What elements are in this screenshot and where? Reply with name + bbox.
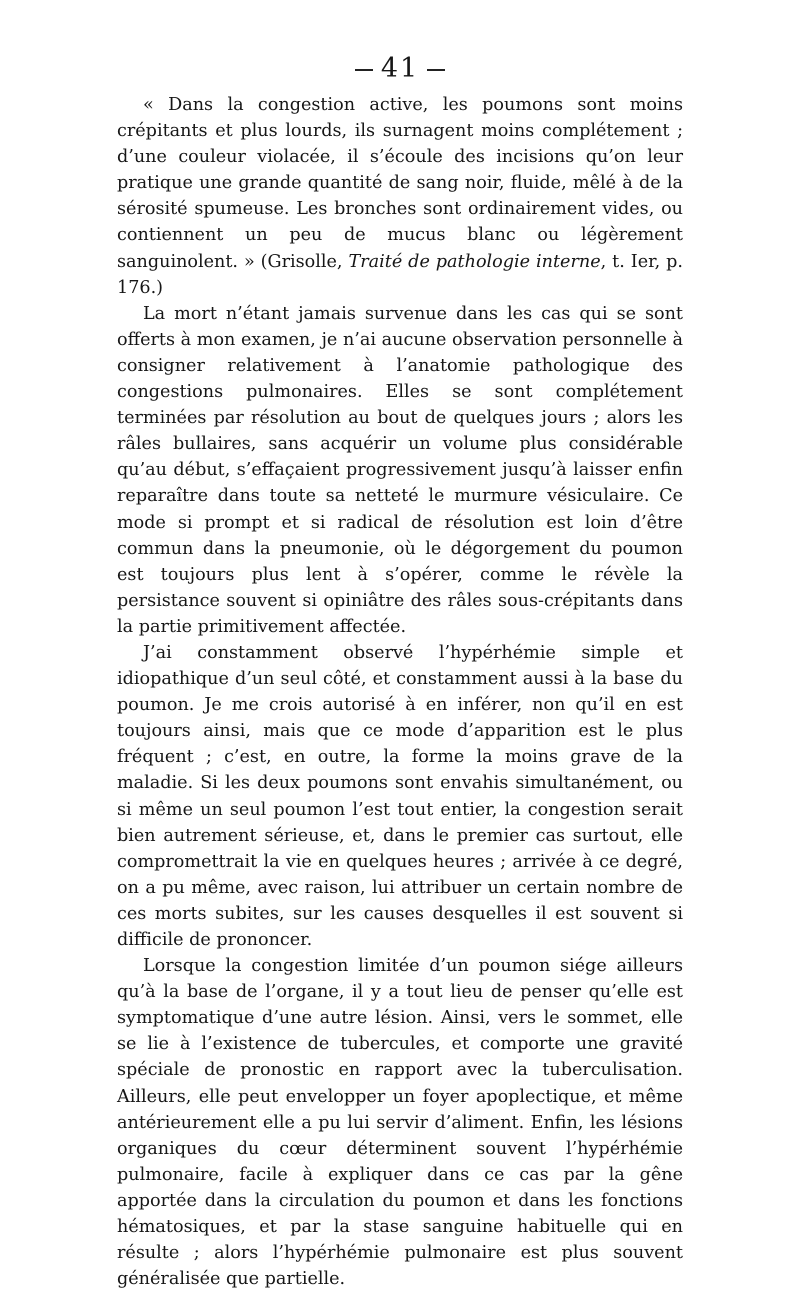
quotation-text: « Dans la congestion active, les poumons sont moins crépitants et plus lourds, ils surnagent moins complétement ; d’une couleur violacée, il s’écoule des incisions qu’on leur pratique une grande quantité de sang noir, fluide, mêlé à de la sérosité spumeuse. Les bronches sont ordinairement vides, ou contiennent un peu de mucus blanc ou légèrement sanguinolent. » (Grisolle, (117, 95, 683, 272)
book-page (117, 52, 683, 1292)
paragraph-quotation (117, 92, 683, 301)
paragraph-observation: J’ai constamment observé l’hypérhémie simple et idiopathique d’un seul côté, et constamment aussi à la base du poumon. Je me crois autorisé à en inférer, non qu’il en est toujours ainsi, mais que ce mode d’apparition est le plus fréquent ; c’est, en outre, la forme la moins grave de la maladie. Si les deux poumons sont envahis simultanément, ou si même un seul poumon l’est tout entier, la congestion serait bien autrement sérieuse, et, dans le premier cas surtout, elle compromettrait la vie en quelques heures ; arrivée à ce degré, on a pu même, avec raison, lui attribuer un certain nombre de ces morts subites, sur les causes desquelles il est souvent si difficile de prononcer. (117, 642, 683, 950)
citation-reference: , t. Ier, p. 176.) (117, 251, 683, 298)
citation-title: Traité de pathologie interne (348, 251, 601, 272)
page-number-value: 41 (380, 53, 420, 84)
page-number-dash-left (355, 69, 373, 71)
page-number (117, 52, 683, 86)
paragraph-anatomie: La mort n’étant jamais survenue dans les cas qui se sont offerts à mon examen, je n’ai aucune observation personnelle à consigner relativement à l’anatomie pathologique des congestions pulmonaires. Elles se sont complétement terminées par résolution au bout de quelques jours ; alors les râles bullaires, sans acquérir un volume plus considérable qu’au début, s’effaçaient progressivement jusqu’à laisser enfin reparaître dans toute sa netteté le murmure vésiculaire. Ce mode si prompt et si radical de résolution est loin d’être commun dans la pneumonie, où le dégorgement du poumon est toujours plus lent à s’opérer, comme le révèle la persistance souvent si opiniâtre des râles sous-crépitants dans la partie primitivement affectée. (117, 303, 683, 637)
paragraph-localisation: Lorsque la congestion limitée d’un poumon siége ailleurs qu’à la base de l’organe, il y a tout lieu de penser qu’elle est symptomatique d’une autre lésion. Ainsi, vers le sommet, elle se lie à l’existence de tubercules, et comporte une gravité spéciale de pronostic en rapport avec la tuberculisation. Ailleurs, elle peut envelopper un foyer apoplectique, et même antérieurement elle a pu lui servir d’aliment. Enfin, les lésions organiques du cœur déterminent souvent l’hypérhémie pulmonaire, facile à expliquer dans ce cas par la gêne apportée dans la circulation du poumon et dans les fonctions hématosiques, et par la stase sanguine habituelle qui en résulte ; alors l’hypérhémie pulmonaire est plus souvent généralisée que partielle. (117, 956, 683, 1290)
page-number-dash-right (427, 69, 445, 71)
